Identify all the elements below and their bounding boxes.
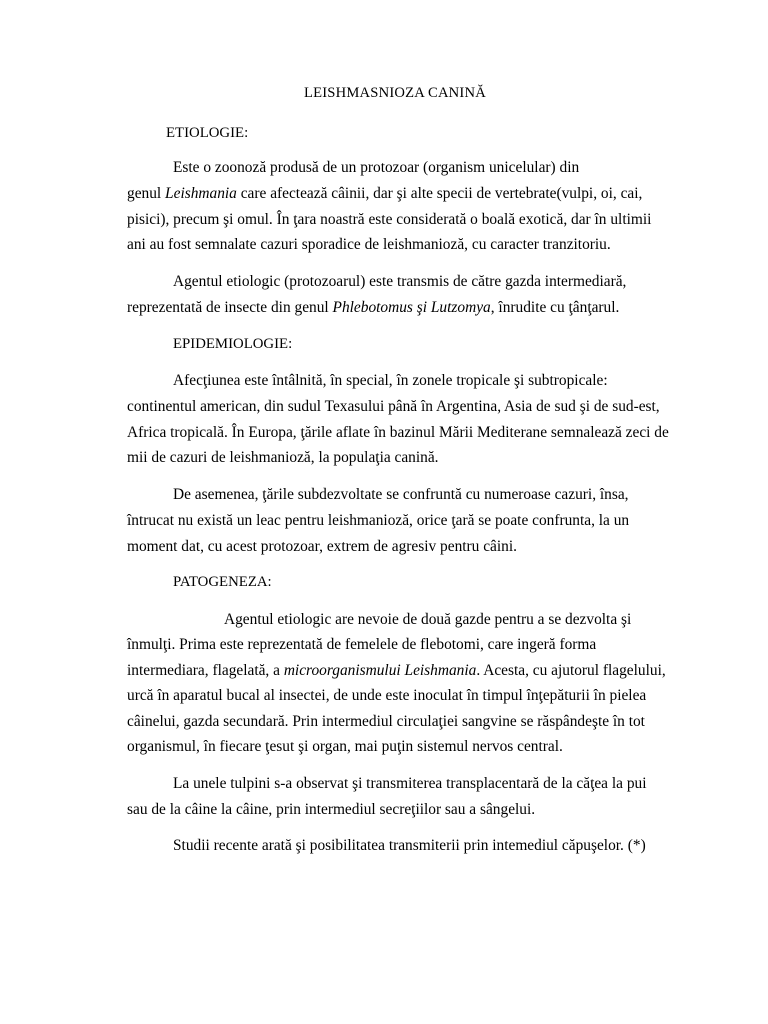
paragraph-line: Agentul etiologic are nevoie de două gazde pentru a se dezvolta şi (224, 611, 632, 628)
paragraph-line: Africa tropicală. În Europa, ţările aflate în bazinul Mării Mediterane semnalează zeci de (127, 424, 669, 441)
paragraph-line: Agentul etiologic (protozoarul) este transmis de către gazda intermediară, (173, 273, 627, 290)
heading-epidemiologie: EPIDEMIOLOGIE: (173, 336, 293, 352)
paragraph-line: moment dat, cu acest protozoar, extrem de agresiv pentru câini. (127, 538, 517, 555)
paragraph-line: înmulţi. Prima este reprezentată de femelele de flebotomi, care ingeră forma (127, 636, 597, 653)
paragraph-line: reprezentată de insecte din genul Phlebotomus şi Lutzomya, înrudite cu ţânţarul. (127, 299, 620, 316)
heading-patogeneza: PATOGENEZA: (173, 574, 272, 590)
heading-etiologie: ETIOLOGIE: (166, 125, 249, 141)
paragraph-line: pisici), precum şi omul. În ţara noastră este considerată o boală exotică, dar în ultimii (127, 211, 652, 228)
paragraph-line: urcă în aparatul bucal al insectei, de unde este inoculat în timpul înţepăturii în pielea (127, 687, 647, 704)
paragraph-line: La unele tulpini s-a observat şi transmiterea transplacentară de la căţea la pui (173, 775, 647, 792)
paragraph-line: Este o zoonoză produsă de un protozoar (organism unicelular) din (173, 159, 580, 176)
italic-term: Phlebotomus şi Lutzomya (332, 299, 491, 316)
paragraph-line: mii de cazuri de leishmanioză, la populaţia canină. (127, 449, 439, 466)
paragraph-line: De asemenea, ţările subdezvoltate se confruntă cu numeroase cazuri, însa, (173, 486, 629, 503)
paragraph-line: Studii recente arată şi posibilitatea transmiterii prin intemediul căpuşelor. (*) (173, 837, 646, 854)
paragraph-line: intermediara, flagelată, a microorganismului Leishmania. Acesta, cu ajutorul flagelului, (127, 662, 666, 679)
italic-term: Leishmania (165, 185, 237, 202)
paragraph-line: câinelui, gazda secundară. Prin intermediul circulaţiei sangvine se răspândeşte în tot (127, 713, 645, 730)
paragraph-line: întrucat nu există un leac pentru leishmanioză, orice ţară se poate confrunta, la un (127, 512, 630, 529)
paragraph-line: Afecţiunea este întâlnită, în special, în zonele tropicale şi subtropicale: (173, 372, 608, 389)
paragraph-line: continentul american, din sudul Texasului până în Argentina, Asia de sud şi de sud-est, (127, 398, 660, 415)
paragraph-line: ani au fost semnalate cazuri sporadice de leishmanioză, cu caracter tranzitoriu. (127, 236, 611, 253)
paragraph-line: sau de la câine la câine, prin intermediul secreţiilor sau a sângelui. (127, 801, 536, 818)
paragraph-line: organismul, în fiecare ţesut şi organ, mai puţin sistemul nervos central. (127, 738, 563, 755)
paragraph-line: genul Leishmania care afectează câinii, dar şi alte specii de vertebrate(vulpi, oi, cai, (127, 185, 643, 202)
italic-term: microorganismului Leishmania (283, 662, 477, 679)
document-title: LEISHMASNIOZA CANINĂ (304, 85, 486, 101)
